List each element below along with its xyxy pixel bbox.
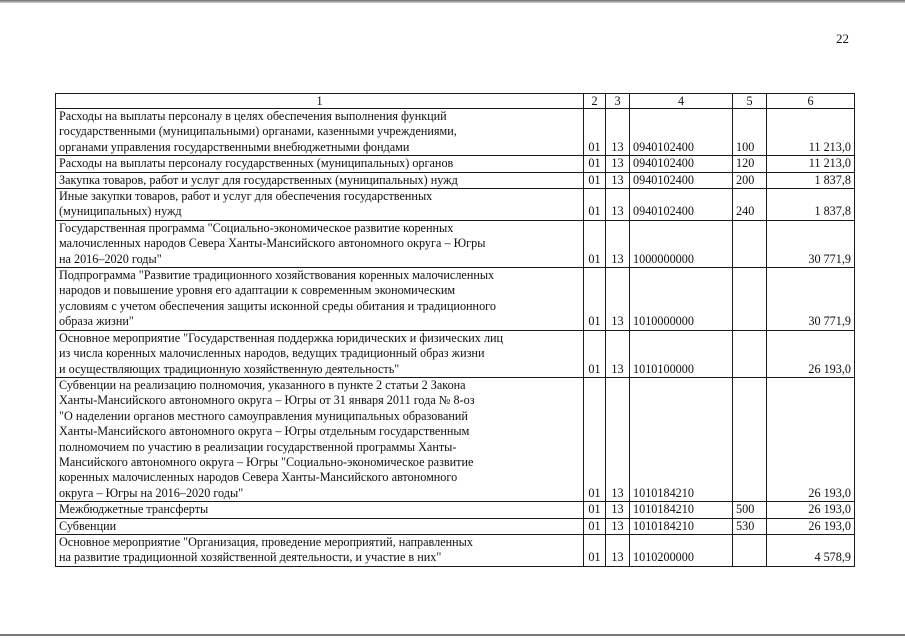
subsection-code-cell: 13 <box>606 518 630 534</box>
expense-type-cell: 200 <box>733 172 767 188</box>
row-name-line: малочисленных народов Севера Ханты-Мансийского автономного округа – Югры <box>59 236 486 251</box>
header-cell-2: 2 <box>584 94 606 109</box>
row-name-cell <box>56 189 584 221</box>
expense-type-cell <box>733 330 767 377</box>
subsection-code-cell: 13 <box>606 220 630 267</box>
row-name-line: условиям с учетом обеспечения защиты исконной среды обитания и традиционного <box>59 298 496 313</box>
target-article-cell: 1010100000 <box>630 330 733 377</box>
amount-cell: 1 837,8 <box>767 189 855 221</box>
section-code-cell: 01 <box>584 220 606 267</box>
section-code-cell: 01 <box>584 156 606 172</box>
subsection-code-cell: 13 <box>606 172 630 188</box>
row-name-line: на развитие традиционной хозяйственной деятельности, и участие в них" <box>59 550 442 565</box>
row-name-line: Иные закупки товаров, работ и услуг для обеспечения государственных <box>59 189 433 204</box>
row-name-line: государственными (муниципальными) органами, казенными учреждениями, <box>59 124 457 139</box>
table-header-row <box>56 94 855 109</box>
amount-cell: 11 213,0 <box>767 156 855 172</box>
row-name-cell <box>56 534 584 566</box>
row-name-line: образа жизни" <box>59 314 134 329</box>
subsection-code-cell: 13 <box>606 502 630 518</box>
row-name-line: Ханты-Мансийского автономного округа – Югры от 31 января 2011 года № 8-оз <box>59 393 475 408</box>
row-name-line: "О наделении органов местного самоуправления муниципальных образований <box>59 408 468 423</box>
expense-type-cell: 120 <box>733 156 767 172</box>
row-name-cell <box>56 172 584 188</box>
row-name-line: Межбюджетные трансферты <box>59 502 209 517</box>
amount-cell: 30 771,9 <box>767 220 855 267</box>
table-row <box>56 502 855 518</box>
expense-type-cell: 100 <box>733 109 767 156</box>
amount-cell: 26 193,0 <box>767 377 855 501</box>
target-article-cell: 1010184210 <box>630 518 733 534</box>
subsection-code-cell: 13 <box>606 330 630 377</box>
table-row <box>56 172 855 188</box>
scan-top-edge <box>0 0 905 3</box>
expense-type-cell: 240 <box>733 189 767 221</box>
row-name-line: полномочием по участию в реализации государственной программы Ханты- <box>59 439 457 454</box>
table-row <box>56 220 855 267</box>
target-article-cell: 1010200000 <box>630 534 733 566</box>
section-code-cell: 01 <box>584 330 606 377</box>
amount-cell: 30 771,9 <box>767 268 855 331</box>
table-row <box>56 109 855 156</box>
expense-type-cell: 500 <box>733 502 767 518</box>
subsection-code-cell: 13 <box>606 377 630 501</box>
expense-type-cell <box>733 534 767 566</box>
row-name-line: Субвенции на реализацию полномочия, указанного в пункте 2 статьи 2 Закона <box>59 377 466 392</box>
target-article-cell: 0940102400 <box>630 189 733 221</box>
table-row <box>56 377 855 501</box>
table-row <box>56 534 855 566</box>
budget-table-body <box>56 94 855 567</box>
header-cell-4: 4 <box>630 94 733 109</box>
section-code-cell: 01 <box>584 268 606 331</box>
page-number: 22 <box>836 31 849 46</box>
target-article-cell: 1010184210 <box>630 502 733 518</box>
row-name-line: и осуществляющих традиционную хозяйственную деятельность" <box>59 361 400 376</box>
row-name-cell <box>56 518 584 534</box>
subsection-code-cell: 13 <box>606 268 630 331</box>
amount-cell: 26 193,0 <box>767 502 855 518</box>
section-code-cell: 01 <box>584 518 606 534</box>
amount-cell: 26 193,0 <box>767 330 855 377</box>
row-name-line: Субвенции <box>59 518 117 533</box>
row-name-line: Мансийского автономного округа – Югры "Социально-экономическое развитие <box>59 454 474 469</box>
header-cell-3: 3 <box>606 94 630 109</box>
row-name-line: округа – Югры на 2016–2020 годы" <box>59 485 244 500</box>
row-name-line: Основное мероприятие "Организация, проведение мероприятий, направленных <box>59 534 473 549</box>
expense-type-cell <box>733 268 767 331</box>
amount-cell: 11 213,0 <box>767 109 855 156</box>
subsection-code-cell: 13 <box>606 156 630 172</box>
amount-cell: 1 837,8 <box>767 172 855 188</box>
target-article-cell: 1010000000 <box>630 268 733 331</box>
row-name-line: Расходы на выплаты персоналу государственных (муниципальных) органов <box>59 156 454 171</box>
row-name-line: Подпрограмма "Развитие традиционного хозяйствования коренных малочисленных <box>59 268 495 283</box>
row-name-line: органами управления государственными внебюджетными фондами <box>59 139 410 154</box>
target-article-cell: 1010184210 <box>630 377 733 501</box>
amount-cell: 4 578,9 <box>767 534 855 566</box>
section-code-cell: 01 <box>584 534 606 566</box>
header-cell-1: 1 <box>56 94 584 109</box>
row-name-cell <box>56 109 584 156</box>
scan-bottom-edge <box>0 634 905 636</box>
row-name-cell <box>56 502 584 518</box>
expense-type-cell <box>733 377 767 501</box>
row-name-line: (муниципальных) нужд <box>59 204 182 219</box>
row-name-cell <box>56 268 584 331</box>
row-name-cell <box>56 156 584 172</box>
row-name-cell <box>56 220 584 267</box>
target-article-cell: 0940102400 <box>630 109 733 156</box>
row-name-cell <box>56 330 584 377</box>
row-name-line: коренных малочисленных народов Севера Ханты-Мансийского автономного <box>59 470 458 485</box>
row-name-line: Основное мероприятие "Государственная поддержка юридических и физических лиц <box>59 330 504 345</box>
section-code-cell: 01 <box>584 189 606 221</box>
row-name-line: на 2016–2020 годы" <box>59 251 162 266</box>
row-name-line: Государственная программа "Социально-экономическое развитие коренных <box>59 220 454 235</box>
row-name-line: Закупка товаров, работ и услуг для государственных (муниципальных) нужд <box>59 172 458 187</box>
row-name-line: Расходы на выплаты персоналу в целях обеспечения выполнения функций <box>59 109 447 123</box>
section-code-cell: 01 <box>584 109 606 156</box>
section-code-cell: 01 <box>584 502 606 518</box>
target-article-cell: 0940102400 <box>630 172 733 188</box>
header-cell-6: 6 <box>767 94 855 109</box>
target-article-cell: 0940102400 <box>630 156 733 172</box>
row-name-line: Ханты-Мансийского автономного округа – Югры отдельным государственным <box>59 424 470 439</box>
section-code-cell: 01 <box>584 172 606 188</box>
row-name-cell <box>56 377 584 501</box>
header-cell-5: 5 <box>733 94 767 109</box>
subsection-code-cell: 13 <box>606 534 630 566</box>
target-article-cell: 1000000000 <box>630 220 733 267</box>
expense-type-cell: 530 <box>733 518 767 534</box>
budget-table <box>55 93 855 567</box>
row-name-line: народов и повышение уровня его адаптации к современным экономическим <box>59 283 456 298</box>
table-row <box>56 518 855 534</box>
table-row <box>56 189 855 221</box>
table-row <box>56 268 855 331</box>
amount-cell: 26 193,0 <box>767 518 855 534</box>
expense-type-cell <box>733 220 767 267</box>
table-row <box>56 330 855 377</box>
table-row <box>56 156 855 172</box>
section-code-cell: 01 <box>584 377 606 501</box>
subsection-code-cell: 13 <box>606 189 630 221</box>
subsection-code-cell: 13 <box>606 109 630 156</box>
row-name-line: из числа коренных малочисленных народов, ведущих традиционный образ жизни <box>59 346 485 361</box>
